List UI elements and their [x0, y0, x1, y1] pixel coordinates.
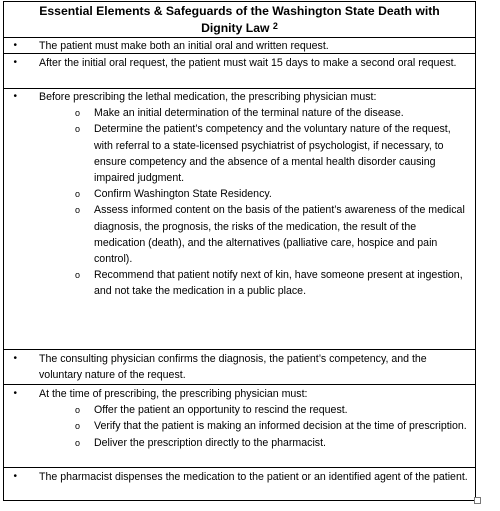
title-footnote: 2 — [272, 21, 278, 31]
bullet-icon: • — [13, 471, 17, 482]
row-text: After the initial oral request, the patient must wait 15 days to make a second oral request. — [39, 57, 457, 69]
sub-item-text: Recommend that patient notify next of kin, have someone present at ingestion, and not take the medication in a public place. — [94, 269, 463, 298]
bullet-icon: • — [13, 40, 17, 51]
row-text: At the time of prescribing, the prescribing physician must: — [39, 388, 308, 400]
table-row — [4, 384, 475, 467]
table-end-marker — [474, 497, 481, 504]
sub-item-text: Verify that the patient is making an informed decision at the time of prescription. — [94, 420, 467, 433]
title-line-1: Essential Elements & Safeguards of the Washington State Death with — [39, 4, 440, 18]
row-text: The consulting physician confirms the diagnosis, the patient’s competency, and the voluntary nature of the request. — [39, 353, 427, 382]
bullet-icon: • — [13, 388, 17, 399]
bullet-icon: • — [13, 57, 17, 68]
sub-bullet-icon: o — [74, 270, 80, 281]
sub-item-text: Deliver the prescription directly to the pharmacist. — [94, 436, 326, 449]
table-row — [4, 467, 475, 500]
sub-bullet-icon: o — [74, 108, 80, 119]
table-row — [4, 37, 475, 53]
row-text: The patient must make both an initial oral and written request. — [39, 40, 329, 52]
bullet-icon: • — [13, 91, 17, 102]
sub-bullet-icon: o — [74, 189, 80, 200]
sub-item-text: Assess informed content on the basis of the patient’s awareness of the medical diagnosis, the prognosis, the risks of the medication, the result of the medication (death), and the alternatives (palliative care, hospice and pain control). — [94, 204, 465, 266]
safeguards-table — [3, 1, 476, 501]
sub-bullet-icon: o — [74, 124, 80, 135]
row-text: Before prescribing the lethal medication, the prescribing physician must: — [39, 91, 377, 103]
title-line-2: Dignity Law — [201, 21, 270, 35]
sub-bullet-icon: o — [74, 421, 80, 432]
sub-bullet-icon: o — [74, 405, 80, 416]
sub-bullet-icon: o — [74, 437, 80, 448]
bullet-icon: • — [13, 353, 17, 364]
table-row — [4, 53, 475, 88]
table-row — [4, 349, 475, 384]
table-row — [4, 88, 475, 349]
sub-item-text: Confirm Washington State Residency. — [94, 188, 272, 201]
sub-item-text: Determine the patient’s competency and the voluntary nature of the request, with referral to a state-licensed psychiatrist of psychologist, if necessary, to ensure competency and the absence of a mental health disorder causing impaired judgment. — [94, 123, 451, 185]
table-title — [4, 2, 475, 37]
row-text: The pharmacist dispenses the medication to the patient or an identified agent of the patient. — [39, 471, 468, 483]
sub-bullet-icon: o — [74, 205, 80, 216]
sub-item-text: Offer the patient an opportunity to rescind the request. — [94, 404, 348, 417]
sub-item-text: Make an initial determination of the terminal nature of the disease. — [94, 107, 404, 120]
